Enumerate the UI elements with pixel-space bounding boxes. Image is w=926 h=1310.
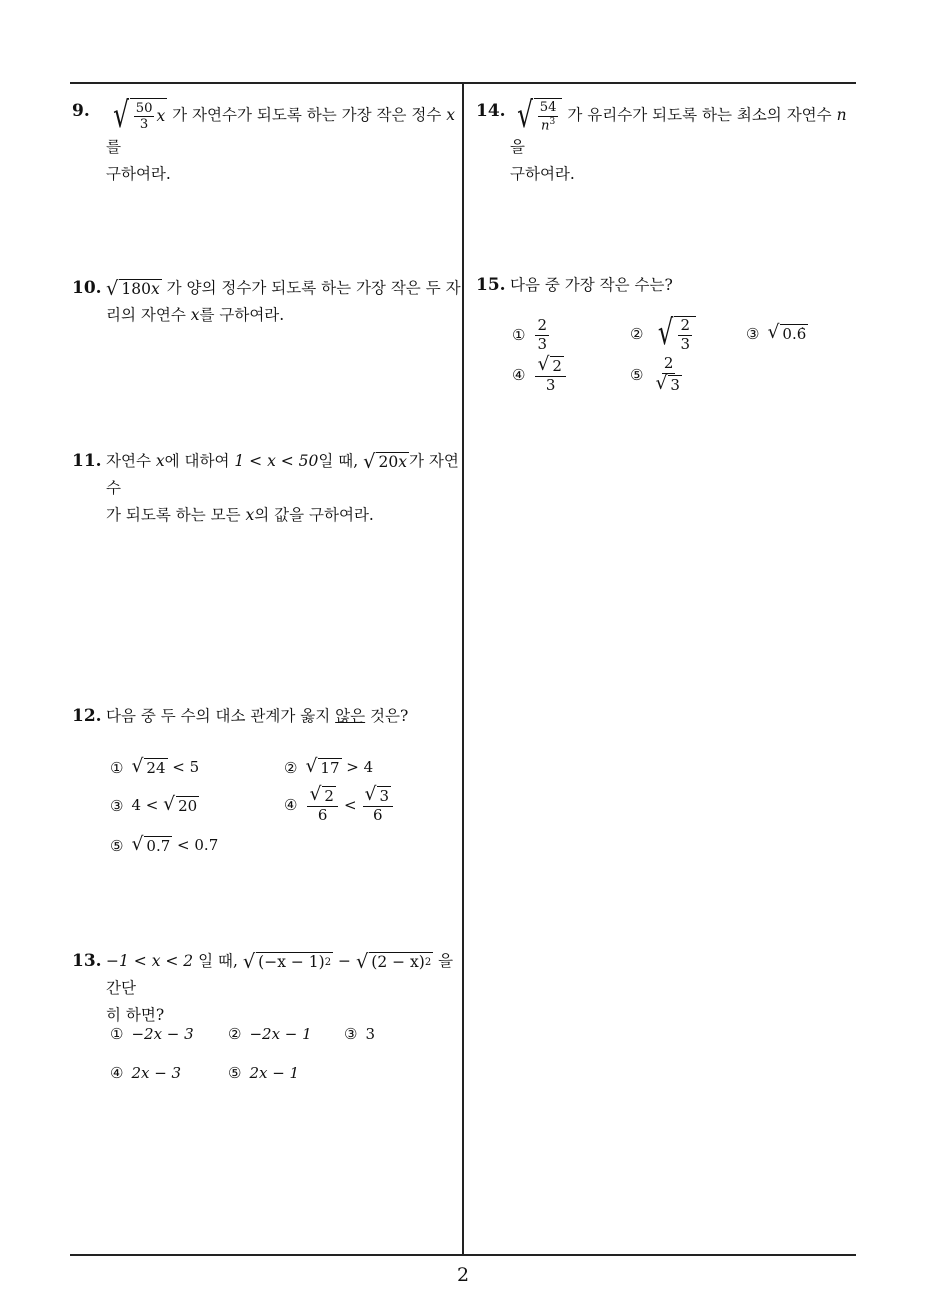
question-number: 9. — [72, 101, 90, 121]
question-14: 14. √ $\frac{54}{n^3}$ 가 유리수가 되도록 하는 최소의 자연수 n 을 구하여라. — [476, 95, 847, 183]
underlined-word: 않은 — [335, 707, 366, 725]
question-number: 13. — [72, 951, 102, 971]
choice-2[interactable]: ② √ $\frac{2}{3}$ — [630, 316, 696, 353]
question-15: 15. 다음 중 가장 작은 수는? — [476, 272, 866, 299]
question-10: 10. √ 180 x 가 양의 정수가 되도록 하는 가장 작은 두 자 리의 자연수 x를 구하여라. — [72, 275, 462, 329]
choice-1[interactable]: ① −2x − 3 — [110, 1025, 194, 1043]
column-divider — [462, 82, 464, 1256]
choice-5[interactable]: ⑤ 2 √ 3 — [630, 354, 680, 394]
choice-3[interactable]: ③ 3 — [344, 1025, 375, 1043]
question-number: 10. — [72, 278, 102, 298]
page-number: 2 — [456, 1264, 470, 1286]
choice-2[interactable]: ② −2x − 1 — [228, 1025, 312, 1043]
choice-3[interactable]: ③ √ 0.6̇ — [746, 322, 807, 343]
question-9: 9. √ $\frac{50}{3}$ x 가 자연수가 되도록 하는 가장 작은 정수 x 를 구하여라. — [72, 95, 455, 183]
choice-5[interactable]: ⑤ √ 0.7 < 0.7 — [110, 834, 219, 856]
choice-2[interactable]: ② √ 17 > 4 — [284, 756, 374, 778]
choice-4[interactable]: ④ 2x − 3 — [110, 1064, 182, 1082]
question-number: 15. — [476, 275, 506, 295]
choice-4[interactable]: ④ √ 2 3 — [512, 356, 568, 394]
question-12: 12. 다음 중 두 수의 대소 관계가 옳지 않은 것은? — [72, 703, 462, 730]
question-number: 12. — [72, 706, 102, 726]
choice-5[interactable]: ⑤ 2x − 1 — [228, 1064, 300, 1082]
bottom-rule — [70, 1254, 856, 1256]
sqrt-expression: √ 180 x — [106, 277, 160, 301]
choice-1[interactable]: ① $\frac{2}{3}$ — [512, 316, 547, 353]
choice-4[interactable]: ④ √ 2 6 < √ 3 6 — [284, 786, 395, 824]
question-number: 14. — [476, 101, 506, 121]
choice-1[interactable]: ① √ 24 < 5 — [110, 756, 200, 778]
sqrt-expression: √ 20 x — [363, 450, 407, 474]
choice-3[interactable]: ③ 4 < √ 20 — [110, 794, 198, 816]
sqrt-expression: √ $\frac{50}{3}$ x — [113, 95, 166, 136]
question-11: 11. 자연수 x에 대하여 1 < x < 50일 때, √ 20 x 가 자연수 가 되도록 하는 모든 x의 값을 구하여라. — [72, 448, 462, 529]
question-13: 13. −1 < x < 2 일 때, √ (−x − 1) 2 − √ (2 − x) 2 을 간단 히 하면? — [72, 948, 462, 1029]
sqrt-expression: √ $\frac{54}{n^3}$ — [510, 98, 562, 134]
question-number: 11. — [72, 451, 102, 471]
